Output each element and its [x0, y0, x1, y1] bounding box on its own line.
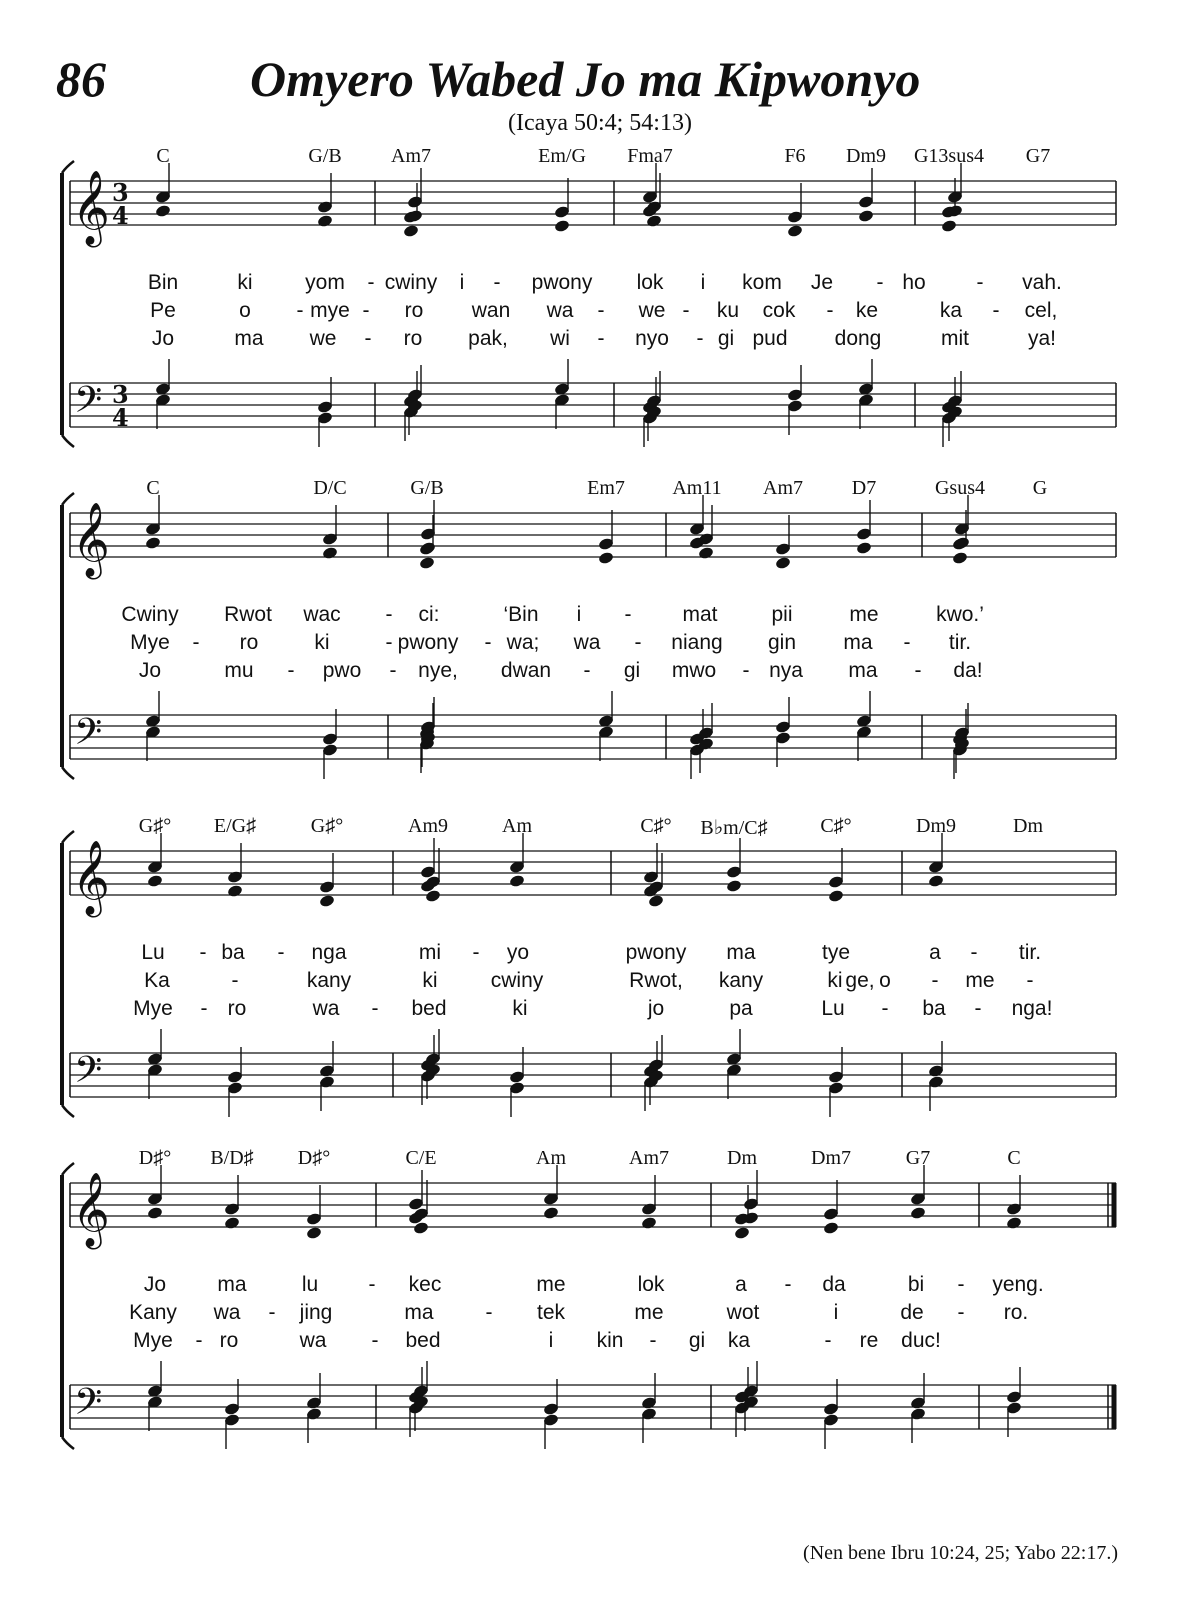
lyric-syllable: -: [682, 299, 690, 322]
system-bracket: [62, 435, 74, 447]
note-head: [319, 894, 336, 908]
note-head: [145, 536, 162, 550]
note-head: [823, 1221, 840, 1235]
note-head: [227, 884, 244, 898]
lyric-syllable: lu: [301, 1273, 319, 1296]
chord-symbol: G♯°: [138, 815, 172, 837]
music-system: [0, 815, 1200, 1135]
lyric-line-verse-2: [0, 1301, 1200, 1329]
chord-symbol: G/B: [308, 145, 342, 167]
lyric-syllable: lok: [637, 1273, 665, 1296]
lyric-syllable: -: [824, 1329, 832, 1352]
lyric-syllable: pwony: [531, 271, 593, 294]
lyric-syllable: tir.: [1018, 941, 1042, 964]
treble-clef-icon: 𝄞: [72, 171, 110, 245]
lyric-syllable: -: [362, 299, 370, 322]
lyric-line-verse-3: [0, 997, 1200, 1025]
system-bracket: [62, 767, 74, 779]
lyric-syllable: gi: [623, 659, 641, 682]
lyric-syllable: -: [974, 997, 982, 1020]
lyric-syllable: i: [548, 1329, 554, 1352]
note-head: [554, 219, 571, 233]
hymn-number: 86: [56, 51, 106, 107]
lyric-syllable: -: [649, 1329, 657, 1352]
lyric-line-verse-3: [0, 327, 1200, 355]
note-head: [419, 556, 436, 570]
lyric-syllable: Mye: [130, 631, 170, 654]
lyric-syllable: Lu: [141, 941, 165, 964]
lyric-syllable: pa: [729, 997, 753, 1020]
note-head: [317, 214, 334, 228]
lyric-syllable: ki: [422, 969, 438, 992]
lyric-syllable: ma: [217, 1273, 247, 1296]
lyric-syllable: -: [472, 941, 480, 964]
note-head: [928, 874, 945, 888]
lyric-syllable: -: [1026, 969, 1034, 992]
lyric-syllable: me: [536, 1273, 566, 1296]
lyric-syllable: ba: [922, 997, 946, 1020]
chord-symbol: Fma7: [627, 145, 673, 167]
lyric-syllable: wan: [471, 299, 511, 322]
lyric-syllable: kany: [306, 969, 352, 992]
note-head: [641, 1216, 658, 1230]
lyric-syllable: nye,: [418, 659, 458, 682]
lyric-syllable: -: [277, 941, 285, 964]
lyric-syllable: mit: [941, 327, 969, 350]
lyric-syllable: bed: [405, 1329, 441, 1352]
lyric-syllable: niang: [671, 631, 723, 654]
lyric-line-verse-1: [0, 1273, 1200, 1301]
lyric-syllable: -: [624, 603, 632, 626]
lyric-syllable: tir.: [948, 631, 972, 654]
treble-clef-icon: 𝄞: [72, 503, 110, 577]
chord-symbol: G♯°: [310, 815, 344, 837]
lyric-syllable: tye: [821, 941, 851, 964]
lyric-syllable: ho: [902, 271, 926, 294]
lyric-syllable: -: [583, 659, 591, 682]
lyric-syllable: wot: [726, 1301, 760, 1324]
lyric-syllable: mwo: [671, 659, 717, 682]
chord-symbol: Am7: [763, 477, 803, 499]
lyric-syllable: ya!: [1027, 327, 1057, 350]
lyric-syllable: we: [638, 299, 666, 322]
lyric-syllable: Jo: [151, 327, 175, 350]
note-head: [698, 546, 715, 560]
lyric-syllable: jo: [647, 997, 665, 1020]
lyric-syllable: wa: [573, 631, 601, 654]
lyric-syllable: mi: [418, 941, 442, 964]
note-head: [734, 1226, 751, 1240]
lyric-syllable: ki: [237, 271, 253, 294]
chord-symbol: Gsus4: [934, 477, 986, 499]
lyric-syllable: pwo: [322, 659, 362, 682]
chord-symbol: C: [1007, 1147, 1021, 1169]
lyric-syllable: vah.: [1022, 271, 1062, 294]
chord-symbol: C♯°: [820, 815, 852, 837]
lyric-syllable: ma: [848, 659, 878, 682]
lyric-syllable: i: [576, 603, 582, 626]
lyric-syllable: -: [957, 1301, 965, 1324]
chord-symbol: D7: [851, 477, 877, 499]
lyric-syllable: -: [634, 631, 642, 654]
lyric-syllable: Je: [810, 271, 834, 294]
lyric-syllable: -: [957, 1273, 965, 1296]
lyric-syllable: ci:: [418, 603, 440, 626]
lyric-syllable: -: [368, 1273, 376, 1296]
lyric-syllable: yo: [506, 941, 530, 964]
lyric-syllable: Rwot: [224, 603, 272, 626]
lyric-line-verse-3: [0, 659, 1200, 687]
hymn-title: Omyero Wabed Jo ma Kipwonyo: [250, 51, 921, 107]
lyric-syllable: -: [784, 1273, 792, 1296]
chord-symbol: Dm: [727, 1147, 757, 1169]
time-signature-bottom: 4: [112, 201, 129, 230]
chord-symbol: F6: [784, 145, 806, 167]
lyric-syllable: -: [371, 1329, 379, 1352]
lyric-syllable: Bin: [147, 271, 179, 294]
time-signature-top: 3: [112, 178, 129, 207]
lyric-syllable: Pe: [150, 299, 176, 322]
note-head: [952, 551, 969, 565]
scripture-reference: (Icaya 50:4; 54:13): [508, 110, 692, 136]
note-head: [598, 551, 615, 565]
lyric-syllable: kin: [596, 1329, 624, 1352]
lyric-syllable: nga: [311, 941, 347, 964]
lyric-syllable: gi: [688, 1329, 706, 1352]
lyric-line-verse-1: [0, 941, 1200, 969]
lyric-syllable: wi: [550, 327, 570, 350]
lyric-syllable: gi: [717, 327, 735, 350]
lyric-syllable: ro: [404, 299, 424, 322]
note-head: [726, 879, 743, 893]
note-head: [403, 224, 420, 238]
lyric-syllable: me: [634, 1301, 664, 1324]
lyric-syllable: -: [493, 271, 501, 294]
lyric-line-verse-3: [0, 1329, 1200, 1357]
lyric-syllable: i: [833, 1301, 839, 1324]
footnote-reference: (Nen bene Ibru 10:24, 25; Yabo 22:17.): [803, 1542, 1118, 1564]
lyric-syllable: -: [696, 327, 704, 350]
lyric-syllable: mu: [224, 659, 254, 682]
chord-symbol: Dm9: [846, 145, 886, 167]
lyric-syllable: -: [367, 271, 375, 294]
lyric-syllable: ro: [219, 1329, 239, 1352]
chord-symbol: Am11: [672, 477, 722, 499]
chord-symbol: Am: [502, 815, 532, 837]
lyric-syllable: kom: [742, 271, 782, 294]
lyric-syllable: -: [371, 997, 379, 1020]
lyric-syllable: -: [364, 327, 372, 350]
lyric-syllable: ku: [716, 299, 740, 322]
lyric-syllable: pak,: [468, 327, 508, 350]
lyric-syllable: -: [742, 659, 750, 682]
note-head: [509, 874, 526, 888]
note-head: [224, 1216, 241, 1230]
chord-symbol: D♯°: [297, 1147, 331, 1169]
time-signature-top: 3: [112, 380, 129, 409]
lyric-syllable: -: [826, 299, 834, 322]
lyric-syllable: -: [199, 941, 207, 964]
lyric-syllable: tek: [536, 1301, 566, 1324]
chord-symbol: D/C: [313, 477, 347, 499]
lyric-syllable: ge,: [845, 969, 875, 992]
lyric-syllable: duc!: [901, 1329, 941, 1352]
lyric-syllable: a: [929, 941, 941, 964]
lyric-syllable: ki: [314, 631, 330, 654]
lyric-syllable: -: [195, 1329, 203, 1352]
chord-symbol: E/G♯: [213, 815, 257, 837]
lyric-syllable: wa: [299, 1329, 327, 1352]
chord-symbol: B/D♯: [210, 1147, 254, 1169]
note-head: [147, 874, 164, 888]
lyric-syllable: mat: [682, 603, 718, 626]
lyric-syllable: -: [296, 299, 304, 322]
bass-clef-icon: 𝄢: [74, 379, 103, 430]
lyric-syllable: ro: [403, 327, 423, 350]
lyric-syllable: -: [485, 1301, 493, 1324]
lyric-syllable: kec: [408, 1273, 442, 1296]
chord-symbol: Em7: [587, 477, 625, 499]
note-head: [910, 1206, 927, 1220]
lyric-syllable: a: [735, 1273, 747, 1296]
lyric-syllable: i: [700, 271, 706, 294]
lyric-syllable: Lu: [821, 997, 845, 1020]
system-bracket: [62, 1105, 74, 1117]
chord-symbol: Am9: [408, 815, 448, 837]
bass-clef-icon: 𝄢: [74, 711, 103, 762]
lyric-syllable: Cwiny: [121, 603, 179, 626]
lyric-syllable: Ka: [144, 969, 170, 992]
lyric-syllable: ‘Bin: [503, 603, 539, 626]
lyric-syllable: -: [992, 299, 1000, 322]
lyric-syllable: -: [903, 631, 911, 654]
lyric-syllable: Rwot,: [629, 969, 683, 992]
lyric-syllable: yeng.: [992, 1273, 1044, 1296]
chord-symbol: C♯°: [640, 815, 672, 837]
lyric-syllable: re: [859, 1329, 879, 1352]
chord-symbol: C/E: [405, 1147, 437, 1169]
lyric-line-verse-1: [0, 603, 1200, 631]
lyric-syllable: Jo: [143, 1273, 167, 1296]
lyric-syllable: pwony: [625, 941, 687, 964]
music-system: [0, 477, 1200, 797]
note-head: [1006, 1216, 1023, 1230]
lyric-syllable: gin: [767, 631, 797, 654]
chord-symbol: Am7: [391, 145, 431, 167]
note-head: [858, 209, 875, 223]
chord-symbol: Am7: [629, 1147, 669, 1169]
chord-symbol: Em/G: [538, 145, 586, 167]
lyric-syllable: nya: [769, 659, 803, 682]
lyric-syllable: ki: [512, 997, 528, 1020]
lyric-syllable: -: [914, 659, 922, 682]
lyric-syllable: Mye: [133, 997, 173, 1020]
lyric-syllable: kany: [718, 969, 764, 992]
lyric-syllable: -: [389, 659, 397, 682]
lyric-line-verse-2: [0, 299, 1200, 327]
lyric-line-verse-2: [0, 631, 1200, 659]
lyric-syllable: pii: [771, 603, 793, 626]
lyric-syllable: ma: [404, 1301, 434, 1324]
chord-symbol: D♯°: [138, 1147, 172, 1169]
lyric-syllable: da!: [953, 659, 983, 682]
lyric-syllable: ro: [239, 631, 259, 654]
lyric-syllable: -: [970, 941, 978, 964]
lyric-syllable: pwony: [397, 631, 459, 654]
chord-symbol: C: [156, 145, 170, 167]
lyric-syllable: ki: [827, 969, 843, 992]
lyric-syllable: nga!: [1011, 997, 1053, 1020]
bass-clef-icon: 𝄢: [74, 1381, 103, 1432]
chord-symbol: G: [1032, 477, 1048, 499]
lyric-syllable: Mye: [133, 1329, 173, 1352]
lyric-syllable: nyo: [635, 327, 669, 350]
lyric-syllable: -: [876, 271, 884, 294]
lyric-syllable: o: [239, 299, 251, 322]
note-head: [322, 546, 339, 560]
lyric-syllable: ka: [727, 1329, 751, 1352]
lyric-syllable: me: [849, 603, 879, 626]
note-head: [543, 1206, 560, 1220]
lyric-syllable: de: [900, 1301, 924, 1324]
lyric-line-verse-2: [0, 969, 1200, 997]
lyric-syllable: da: [822, 1273, 846, 1296]
lyric-syllable: -: [385, 603, 393, 626]
lyric-syllable: ro.: [1003, 1301, 1029, 1324]
chord-symbol: G7: [1025, 145, 1051, 167]
lyric-line-verse-1: [0, 271, 1200, 299]
lyric-syllable: lok: [636, 271, 664, 294]
note-head: [155, 204, 172, 218]
note-head: [306, 1226, 323, 1240]
lyric-syllable: -: [231, 969, 239, 992]
lyric-syllable: i: [459, 271, 465, 294]
note-head: [941, 219, 958, 233]
chord-symbol: Am: [536, 1147, 566, 1169]
music-system: [0, 1147, 1200, 1467]
lyric-syllable: cwiny: [490, 969, 544, 992]
lyric-syllable: wac: [303, 603, 341, 626]
lyric-syllable: ro: [227, 997, 247, 1020]
lyric-syllable: jing: [299, 1301, 333, 1324]
lyric-syllable: -: [287, 659, 295, 682]
chord-symbol: Dm9: [916, 815, 956, 837]
lyric-syllable: -: [976, 271, 984, 294]
system-bracket: [62, 1437, 74, 1449]
time-signature-bottom: 4: [112, 403, 129, 432]
treble-clef-icon: 𝄞: [72, 1173, 110, 1247]
note-head: [775, 556, 792, 570]
lyric-syllable: -: [268, 1301, 276, 1324]
lyric-syllable: ma: [726, 941, 756, 964]
note-head: [828, 889, 845, 903]
lyric-syllable: me: [965, 969, 995, 992]
lyric-syllable: we: [309, 327, 337, 350]
chord-symbol: Dm: [1013, 815, 1043, 837]
lyric-syllable: Jo: [138, 659, 162, 682]
lyric-syllable: -: [597, 299, 605, 322]
chord-symbol: C: [146, 477, 160, 499]
chord-symbol: G7: [905, 1147, 931, 1169]
lyric-syllable: -: [484, 631, 492, 654]
lyric-syllable: ba: [221, 941, 245, 964]
lyric-syllable: dwan: [500, 659, 552, 682]
lyric-syllable: wa;: [506, 631, 540, 654]
music-system: [0, 145, 1200, 465]
lyric-syllable: bi: [907, 1273, 925, 1296]
lyric-syllable: dong: [834, 327, 882, 350]
chord-symbol: B♭m/C♯: [700, 817, 768, 839]
lyric-syllable: mye: [310, 299, 350, 322]
lyric-syllable: ka: [939, 299, 963, 322]
note-head: [147, 1206, 164, 1220]
note-head: [856, 541, 873, 555]
lyric-syllable: cwiny: [384, 271, 438, 294]
lyric-syllable: -: [192, 631, 200, 654]
chord-symbol: G13sus4: [913, 145, 985, 167]
chord-symbol: Dm7: [811, 1147, 851, 1169]
chord-symbol: G/B: [410, 477, 444, 499]
lyric-syllable: ke: [855, 299, 879, 322]
lyric-syllable: yom: [305, 271, 345, 294]
lyric-syllable: ma: [843, 631, 873, 654]
lyric-syllable: o: [879, 969, 891, 992]
lyric-syllable: -: [597, 327, 605, 350]
lyric-syllable: cel,: [1024, 299, 1058, 322]
lyric-syllable: cok: [762, 299, 796, 322]
treble-clef-icon: 𝄞: [72, 841, 110, 915]
lyric-syllable: -: [881, 997, 889, 1020]
bass-clef-icon: 𝄢: [74, 1049, 103, 1100]
note-head: [787, 224, 804, 238]
lyric-syllable: -: [931, 969, 939, 992]
lyric-syllable: -: [200, 997, 208, 1020]
lyric-syllable: kwo.’: [936, 603, 984, 626]
lyric-syllable: -: [385, 631, 393, 654]
lyric-syllable: wa: [546, 299, 574, 322]
lyric-syllable: bed: [411, 997, 447, 1020]
lyric-syllable: wa: [312, 997, 340, 1020]
lyric-syllable: ma: [234, 327, 264, 350]
lyric-syllable: wa: [213, 1301, 241, 1324]
lyric-syllable: pud: [752, 327, 788, 350]
lyric-syllable: Kany: [129, 1301, 177, 1324]
